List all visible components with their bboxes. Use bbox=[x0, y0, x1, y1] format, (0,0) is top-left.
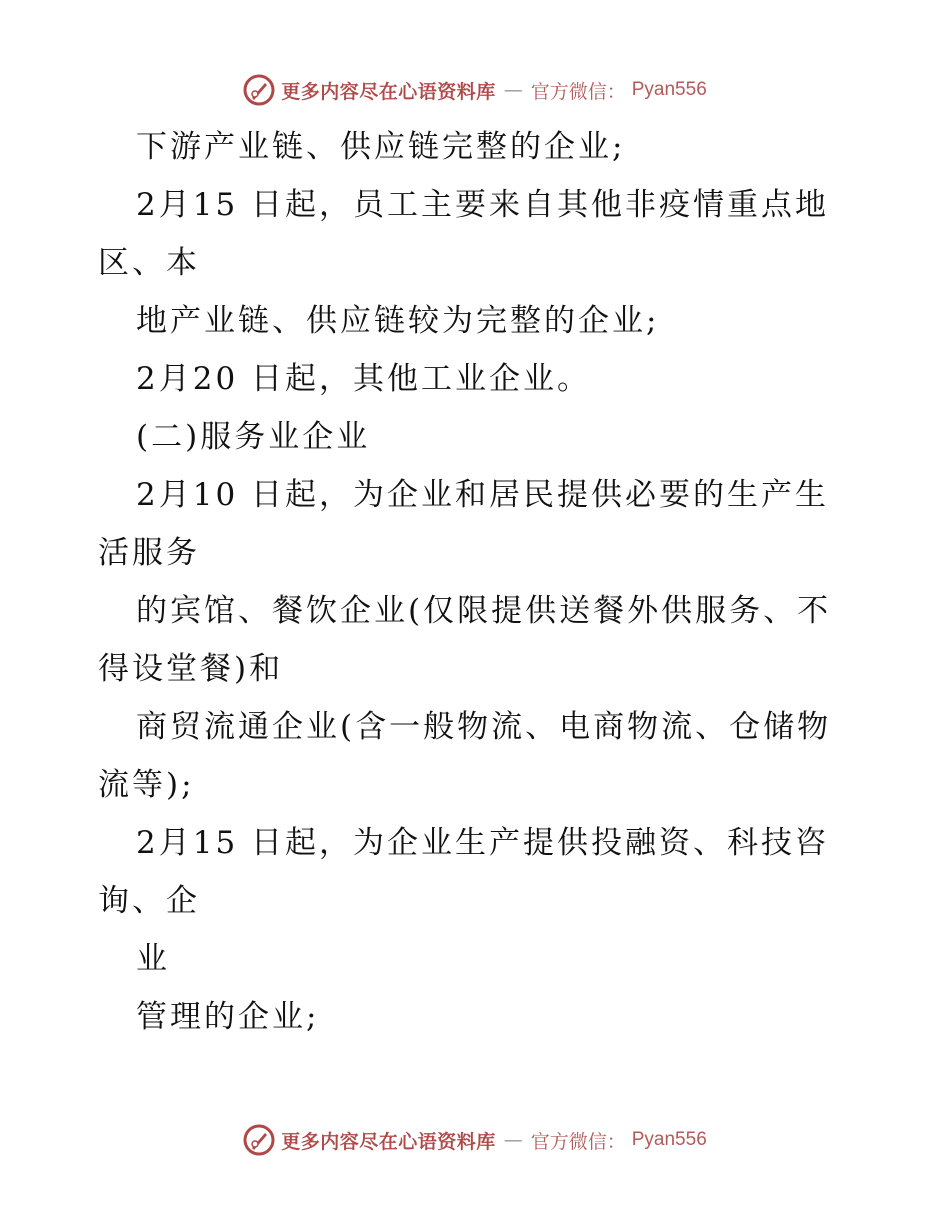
text-line: 2月20 日起，其他工业企业。 bbox=[136, 361, 592, 397]
document-body bbox=[98, 118, 838, 1046]
text-line: 区、本 bbox=[98, 245, 200, 281]
header-watermark bbox=[0, 70, 950, 110]
text-line: 商贸流通企业(含一般物流、电商物流、仓储物 bbox=[136, 709, 832, 745]
text-line: 活服务 bbox=[98, 535, 200, 571]
text-line: 地产业链、供应链较为完整的企业; bbox=[136, 303, 660, 339]
text-line: 询、企 bbox=[98, 883, 200, 919]
watermark-separator: — bbox=[503, 79, 523, 101]
watermark-wechat-label: 官方微信： bbox=[530, 80, 626, 103]
text-line: 的宾馆、餐饮企业(仅限提供送餐外供服务、不 bbox=[136, 593, 832, 629]
watermark-brand: 更多内容尽在心语资料库 bbox=[281, 1130, 496, 1153]
quill-logo-icon bbox=[243, 1124, 275, 1156]
watermark-separator: — bbox=[503, 1129, 523, 1151]
watermark-brand: 更多内容尽在心语资料库 bbox=[281, 80, 496, 103]
watermark-wechat-label: 官方微信： bbox=[530, 1130, 626, 1153]
quill-logo-icon bbox=[243, 74, 275, 106]
text-line: 得设堂餐)和 bbox=[98, 651, 284, 687]
section-heading: (二)服务业企业 bbox=[136, 419, 371, 455]
footer-watermark bbox=[0, 1120, 950, 1160]
text-line: 2月10 日起，为企业和居民提供必要的生产生 bbox=[136, 477, 830, 513]
text-line: 业 bbox=[136, 941, 170, 977]
watermark-wechat-id: Pyan556 bbox=[631, 1129, 707, 1150]
text-line: 2月15 日起，员工主要来自其他非疫情重点地 bbox=[136, 187, 830, 223]
text-line: 下游产业链、供应链完整的企业; bbox=[136, 129, 626, 165]
text-line: 流等); bbox=[98, 767, 195, 803]
text-line: 2月15 日起，为企业生产提供投融资、科技咨 bbox=[136, 825, 830, 861]
text-line: 管理的企业; bbox=[136, 999, 320, 1035]
watermark-wechat-id: Pyan556 bbox=[631, 79, 707, 100]
